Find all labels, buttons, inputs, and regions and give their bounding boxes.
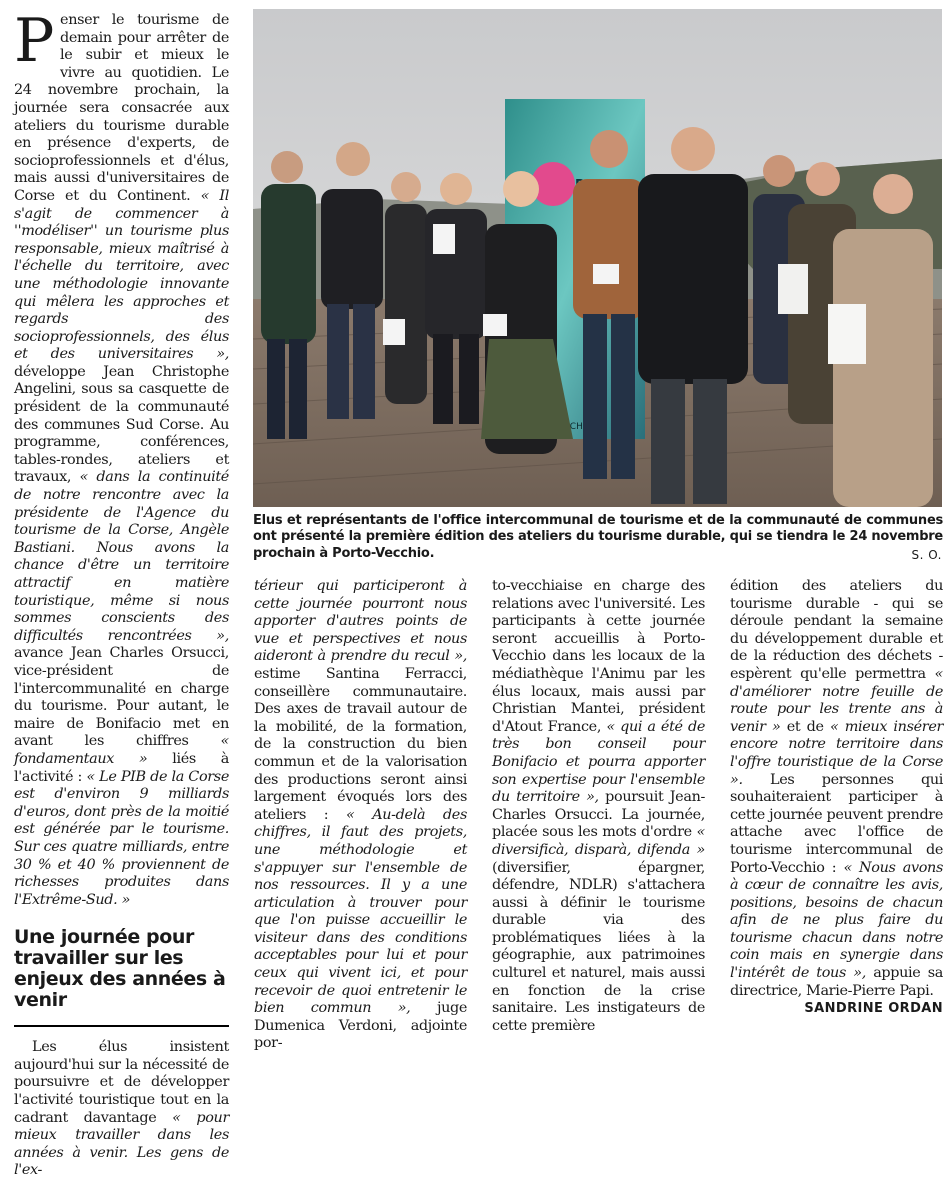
- paragraph: Penser le tourisme de demain pour arrêter de le subir et mieux le vivre au quotidien. Le 24 novembre prochain, la journée sera consacrée aux ateliers du tourisme durable en présence d'experts, de socioprofessionnels et d'élus, mais aussi d'universitaires de Corse et du Continent. « Il s'agit de commencer à ''modéliser'' un tourisme plus responsable, mieux maîtrisé à l'échelle du territoire, avec une méthodologie innovante qui mêlera les approches et regards des socioprofessionnels, des élus et des universitaires », développe Jean Christophe Angelini, sous sa casquette de président de la communauté des communes Sud Corse. Au programme, conférences, tables-rondes, ateliers et travaux, « dans la continuité de notre rencontre avec la présidente de l'Agence du tourisme de la Corse, Angèle Bastiani. Nous avons la chance d'être un territoire attractif en matière touristique, même si nous sommes conscients des difficultés rencontrées », avance Jean Charles Orsucci, vice-président de l'intercommunalité en charge du tourisme. Pour autant, le maire de Bonifacio met en avant les chiffres « fondamentaux » liés à l'activité : « Le PIB de la Corse est d'environ 9 milliards d'euros, dont près de la moitié est générée par le tourisme. Sur ces quatre milliards, entre 30 % et 40 % proviennent de richesses produites dans l'Extrême-Sud. »: [14, 6, 229, 908]
- photo-caption: Elus et représentants de l'office intercommunal de tourisme et de la communauté de communes ont présenté la première édition des ateliers du tourisme durable, qui se tiendra le 24 novembre prochain à Porto-Vecchio.: [253, 513, 943, 561]
- author-byline: SANDRINE ORDAN: [804, 1001, 943, 1017]
- drop-cap: P: [14, 6, 55, 76]
- paragraph: Les élus insistent aujourd'hui sur la nécessité de poursuivre et de développer l'activité touristique tout en la cadrant davantage « pour mieux travailler dans les années à venir. Les gens de l'ex-: [14, 1039, 229, 1179]
- subheading: Une journée pour travailler sur les enjeux des années à venir: [14, 926, 226, 1012]
- paragraph: térieur qui participeront à cette journée pourront nous apporter d'autres points de vue et perspectives et nous aideront à prendre du recul », estime Santina Ferracci, conseillère communautaire. Des axes de travail autour de la mobilité, de la formation, de la construction du bien commun et de la valorisation des productions seront ainsi largement évoqués lors des ateliers : « Au-delà des chiffres, il faut des projets, une méthodologie et s'appuyer sur l'ensemble de nos ressources. Il y a une articulation à trouver pour que l'on puisse accueillir le visiteur dans des conditions acceptables pour lui et pour ceux qui vivent ici, et pour recevoir de quoi entretenir le bien commun », juge Dumenica Verdoni, adjointe por-: [254, 578, 468, 1052]
- paragraph: to-vecchiaise en charge des relations avec l'université. Les participants à cette journée seront accueillis à Porto-Vecchio dans les locaux de la médiathèque l'Animu par les élus locaux, mais aussi par Christian Mantei, président d'Atout France, « qui a été de très bon conseil pour Bonifacio et pourra apporter son expertise pour l'ensemble du territoire », poursuit Jean-Charles Orsucci. La journée, placée sous les mots d'ordre « diversificà, disparà, difenda » (diversifier, épargner, défendre, NDLR) s'attachera aussi à définir le tourisme durable via des problématiques liées à la géographie, aux patrimoines culturel et naturel, mais aussi en fonction de la crise sanitaire. Les instigateurs de cette première: [492, 578, 706, 1034]
- article-column-1: [14, 6, 229, 1180]
- paragraph: édition des ateliers du tourisme durable - qui se déroule pendant la semaine du développement durable et de la réduction des déchets - espèrent qu'elle permettra « d'améliorer notre feuille de route pour les trente ans à venir » et de « mieux insérer encore notre territoire dans l'offre touristique de la Corse ». Les personnes qui souhaiteraient participer à cette journée peuvent prendre attache avec l'office de tourisme intercommunal de Porto-Vecchio : « Nous avons à cœur de connaître les avis, positions, besoins de chacun afin de ne plus faire du tourisme chacun dans notre coin mais en synergie dans l'intérêt de tous », appuie sa directrice, Marie-Pierre Papi.: [730, 578, 944, 999]
- article-column-3: [492, 578, 705, 1035]
- article-column-4: [730, 578, 943, 1018]
- article-photo: [253, 9, 942, 507]
- divider: [14, 1025, 229, 1027]
- article-column-2: [254, 578, 467, 1053]
- photo-credit: S. O.: [911, 548, 942, 562]
